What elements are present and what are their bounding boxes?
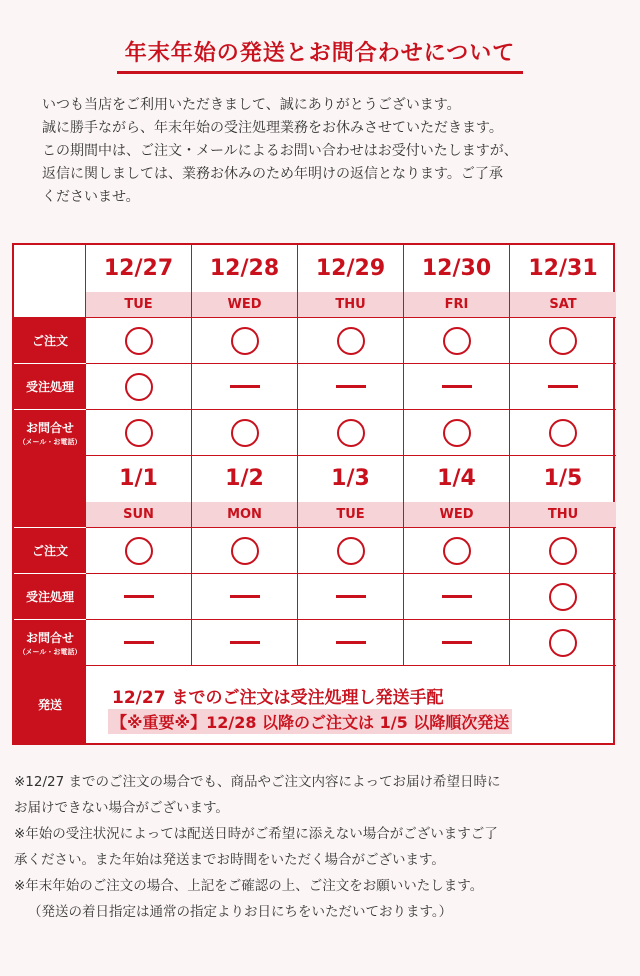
available-circle-icon [443,327,471,355]
weekday-header [510,292,616,318]
available-circle-icon [125,373,153,401]
weekday-header [86,502,192,528]
status-cell [192,620,298,666]
status-cell [404,364,510,410]
status-cell [86,410,192,456]
available-circle-icon [337,327,365,355]
weekday-header [298,292,404,318]
unavailable-dash-icon [336,641,366,644]
status-cell [510,574,616,620]
unavailable-dash-icon [548,385,578,388]
intro-text [42,94,622,209]
weekday-header [86,292,192,318]
status-cell [510,318,616,364]
date-header [404,245,510,292]
date-header [510,245,616,292]
available-circle-icon [549,537,577,565]
weekday-header [510,502,616,528]
unavailable-dash-icon [230,595,260,598]
available-circle-icon [125,537,153,565]
weekday-label: FRI [444,297,469,312]
weekday-header [404,502,510,528]
available-circle-icon [125,419,153,447]
date-label: 12/29 [315,256,386,281]
available-circle-icon [549,419,577,447]
date-header [86,455,192,502]
row-label-subtext: （メール・お電話） [18,647,82,656]
row-label-order [14,528,86,574]
row-label-text: 受注処理 [25,590,74,604]
shipping-important-note: 【※重要※】12/28 以降のご注文は 1/5 以降順次発送 [108,709,512,734]
status-cell [86,574,192,620]
page-title: 年末年始の発送とお問合わせについて [117,36,524,74]
unavailable-dash-icon [336,595,366,598]
unavailable-dash-icon [442,641,472,644]
intro-line: 誠に勝手ながら、年末年始の受注処理業務をお休みさせていただきます。 [42,120,503,136]
date-label: 12/31 [528,256,598,281]
status-cell [298,574,404,620]
available-circle-icon [549,629,577,657]
status-cell [192,410,298,456]
date-header [192,455,298,502]
status-cell [298,528,404,574]
date-label: 1/5 [543,466,583,491]
row-label-order [14,318,86,364]
available-circle-icon [231,327,259,355]
note-line: 承ください。また年始は発送までお時間をいただく場合がございます。 [14,852,445,868]
row-label-text: 受注処理 [25,380,74,394]
intro-line: くださいませ。 [42,189,140,205]
unavailable-dash-icon [336,385,366,388]
row-label-inquiry [14,410,86,456]
status-cell [192,574,298,620]
date-label: 12/28 [209,256,280,281]
date-header [298,245,404,292]
weekday-header [192,292,298,318]
weekday-label: WED [227,297,262,312]
row-label-processing [14,574,86,620]
available-circle-icon [337,537,365,565]
intro-line: 返信に関しましては、業務お休みのため年明けの返信となります。ご了承 [42,166,503,182]
status-cell [404,410,510,456]
status-cell [86,364,192,410]
date-header [510,455,616,502]
unavailable-dash-icon [230,641,260,644]
intro-line: この期間中は、ご注文・メールによるお問い合わせはお受付いたしますが、 [42,143,518,159]
unavailable-dash-icon [442,595,472,598]
note-line: ※年末年始のご注文の場合、上記をご確認の上、ご注文をお願いいたします。 [14,878,484,894]
available-circle-icon [443,537,471,565]
date-header [298,455,404,502]
weekday-label: THU [335,297,366,312]
note-line: （発送の着日指定は通常の指定よりお日にちをいただいております。） [28,904,453,920]
row-label-text: お問合せ [25,420,74,435]
row-label-text: ご注文 [31,334,68,348]
status-cell [404,528,510,574]
status-cell [192,318,298,364]
date-label: 12/27 [103,256,174,281]
row-label-subtext: （メール・お電話） [18,437,82,446]
table-corner [14,455,86,528]
date-label: 1/2 [225,466,264,491]
note-line: ※年始の受注状況によっては配送日時がご希望に添えない場合がございますご了 [14,826,498,842]
table-corner [14,245,86,318]
notes [14,769,626,925]
status-cell [404,574,510,620]
date-label: 1/1 [119,466,158,491]
available-circle-icon [549,327,577,355]
status-cell [298,364,404,410]
date-header [192,245,298,292]
weekday-label: TUE [124,297,153,312]
weekday-header [404,292,510,318]
status-cell [510,528,616,574]
status-cell [298,410,404,456]
status-cell [510,364,616,410]
status-cell [404,318,510,364]
status-cell [404,620,510,666]
weekday-label: SUN [123,507,154,522]
title-area [0,36,640,74]
unavailable-dash-icon [230,385,260,388]
available-circle-icon [443,419,471,447]
note-line: ※12/27 までのご注文の場合でも、商品やご注文内容によってお届け希望日時に [14,774,501,790]
row-label-text: 発送 [37,697,62,712]
unavailable-dash-icon [442,385,472,388]
status-cell [192,364,298,410]
unavailable-dash-icon [124,595,154,598]
date-label: 12/30 [421,256,492,281]
weekday-header [298,502,404,528]
status-cell [298,620,404,666]
unavailable-dash-icon [124,641,154,644]
date-label: 1/4 [437,466,476,491]
shipping-line-1: 12/27 までのご注文は受注処理し発送手配 [112,688,444,708]
status-cell [86,528,192,574]
status-cell [298,318,404,364]
weekday-label: THU [547,507,579,522]
status-cell [510,410,616,456]
weekday-header [192,502,298,528]
weekday-label: SAT [549,297,577,312]
weekday-label: TUE [336,507,365,522]
status-cell [86,620,192,666]
status-cell [192,528,298,574]
status-cell [510,620,616,666]
shipping-info [98,681,615,743]
date-label: 1/3 [331,466,370,491]
row-label-text: ご注文 [31,544,68,558]
available-circle-icon [231,537,259,565]
row-label-text: お問合せ [25,630,74,645]
available-circle-icon [231,419,259,447]
intro-line: いつも当店をご利用いただきまして、誠にありがとうございます。 [42,97,461,113]
weekday-label: WED [439,507,474,522]
row-label-processing [14,364,86,410]
available-circle-icon [337,419,365,447]
date-header [404,455,510,502]
weekday-label: MON [227,507,262,522]
available-circle-icon [549,583,577,611]
schedule-table [12,243,615,745]
available-circle-icon [125,327,153,355]
row-label-inquiry [14,620,86,666]
date-header [86,245,192,292]
note-line: お届けできない場合がございます。 [14,800,229,816]
status-cell [86,318,192,364]
row-label-shipping [14,665,86,743]
